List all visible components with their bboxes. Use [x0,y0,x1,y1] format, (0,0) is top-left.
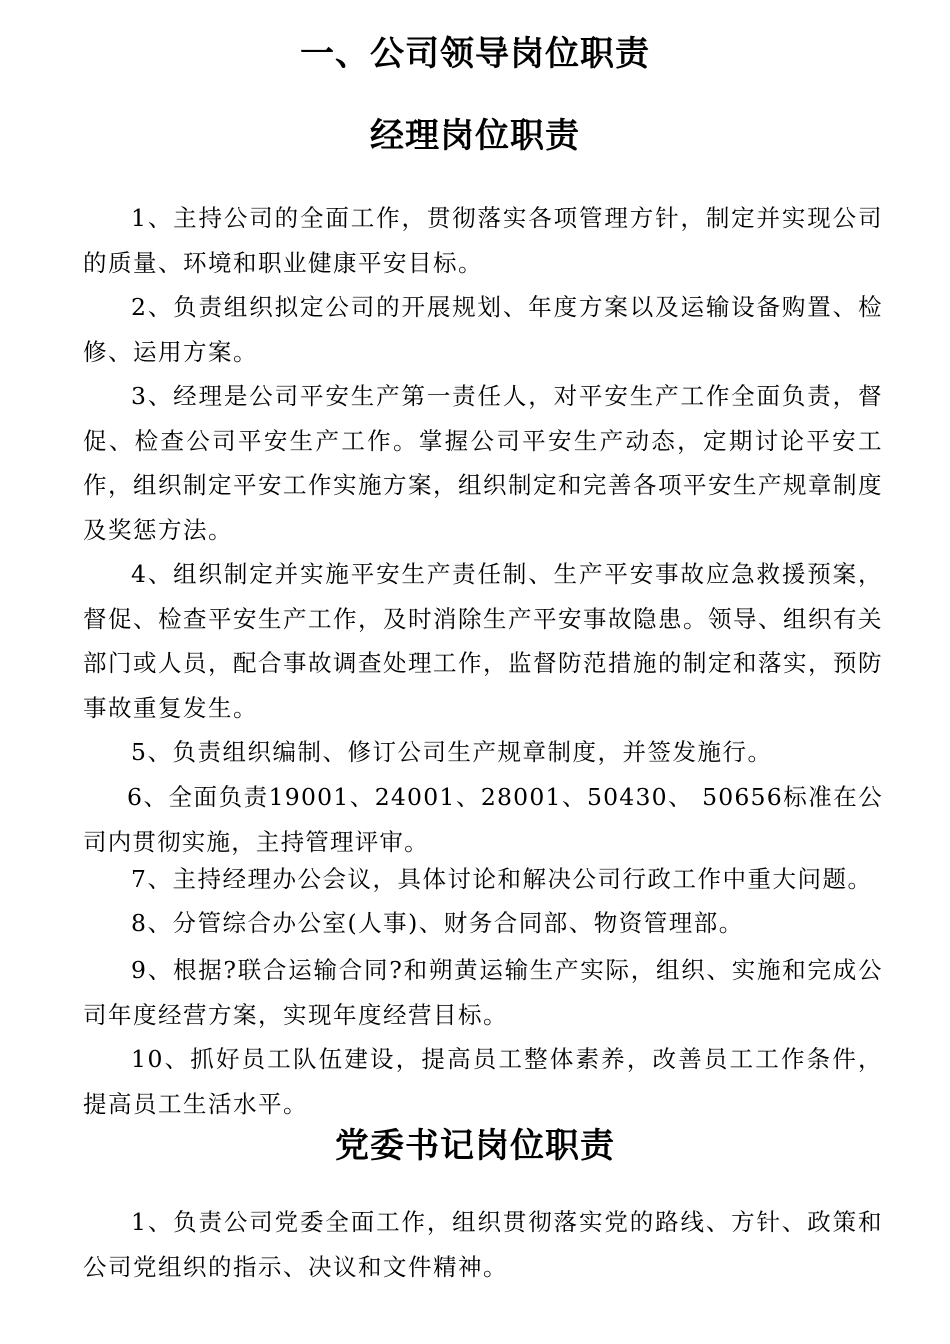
manager-duty-1: 1、主持公司的全面工作，贯彻落实各项管理方针，制定并实现公司的质量、环境和职业健康平安目标。 [83,204,883,277]
section-heading-manager: 经理岗位职责 [370,116,580,156]
manager-duty-8: 8、分管综合办公室(人事)、财务合同部、物资管理部。 [131,909,744,937]
manager-duty-10: 10、抓好员工队伍建设，提高员工整体素养，改善员工工作条件，提高员工生活水平。 [83,1045,883,1118]
party-secretary-duty-1: 1、负责公司党委全面工作，组织贯彻落实党的路线、方针、政策和公司党组织的指示、决议和文件精神。 [83,1208,883,1281]
manager-duty-9: 9、根据?联合运输合同?和朔黄运输生产实际，组织、实施和完成公司年度经营方案，实现年度经营目标。 [83,956,883,1029]
manager-duty-2: 2、负责组织拟定公司的开展规划、年度方案以及运输设备购置、检修、运用方案。 [83,293,883,366]
section-heading-party-secretary: 党委书记岗位职责 [335,1126,615,1166]
manager-duty-6: 6、全面负责19001、24001、28001、50430、 50656标准在公司内贯彻实施，主持管理评审。 [83,783,883,856]
manager-duty-5: 5、负责组织编制、修订公司生产规章制度，并签发施行。 [131,738,773,766]
manager-duty-7: 7、主持经理办公会议，具体讨论和解决公司行政工作中重大问题。 [131,865,873,893]
manager-duty-4: 4、组织制定并实施平安生产责任制、生产平安事故应急救援预案，督促、检查平安生产工作，及时消除生产平安事故隐患。领导、组织有关部门或人员，配合事故调查处理工作，监督防范措施的制定和落实，预防事故重复发生。 [83,560,883,722]
main-title: 一、公司领导岗位职责 [300,34,650,74]
manager-duty-3: 3、经理是公司平安生产第一责任人，对平安生产工作全面负责，督促、检查公司平安生产工作。掌握公司平安生产动态，定期讨论平安工作，组织制定平安工作实施方案，组织制定和完善各项平安生产规章制度及奖惩方法。 [83,382,883,544]
